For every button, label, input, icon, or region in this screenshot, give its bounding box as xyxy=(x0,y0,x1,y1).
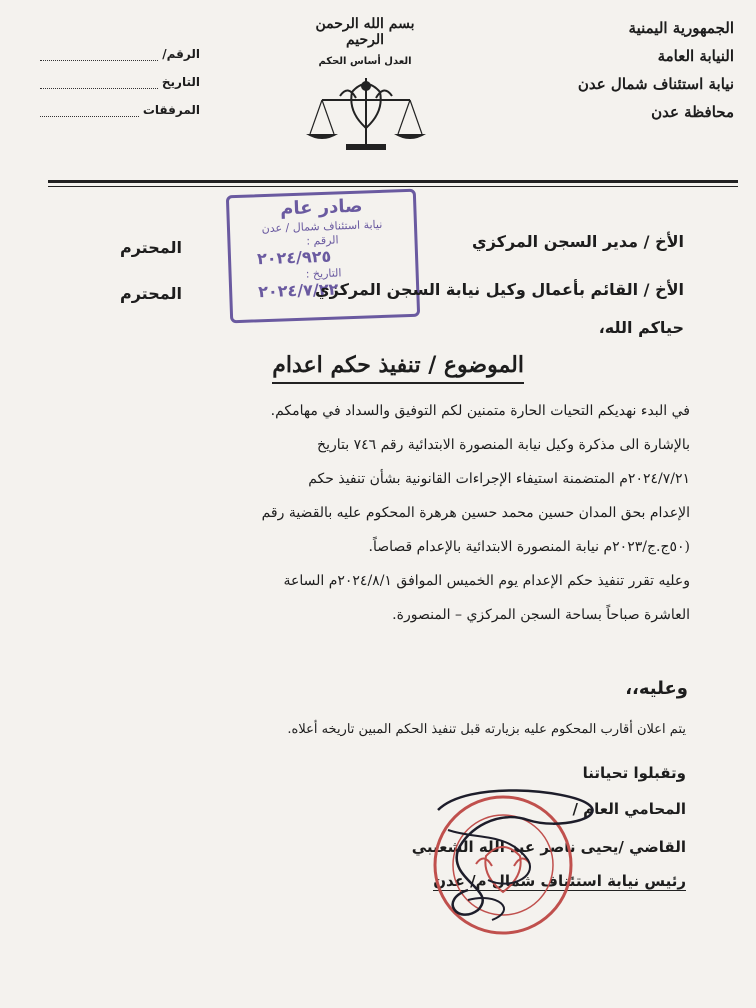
header-divider-thin xyxy=(48,186,738,187)
ref-date-label: التاريخ xyxy=(161,75,200,89)
motto: العدل أساس الحكم xyxy=(318,56,412,67)
closing-line: وتقبلوا تحياتنا xyxy=(582,764,686,782)
issuer-block xyxy=(494,14,734,126)
addressee-2-honorific: المحترم xyxy=(120,284,182,303)
stamp-title: صادر عام xyxy=(279,195,363,220)
signatory-position: رئيس نيابة استئناف شمال م/ عدن xyxy=(433,872,686,890)
issuer-authority: النيابة العامة xyxy=(657,47,734,65)
body-line: العاشرة صباحاً بساحة السجن المركزي – المنصورة. xyxy=(392,607,690,623)
signatory-title: المحامي العام / xyxy=(572,800,686,818)
stamp-office: نيابة استئناف شمال / عدن xyxy=(261,217,383,236)
reference-block xyxy=(40,40,200,124)
conclusion: وعليه،، xyxy=(625,678,688,699)
header-divider-thick xyxy=(48,180,738,183)
body-line: في البدء نهديكم التحيات الحارة متمنين لكم التوفيق والسداد في مهامكم. xyxy=(270,403,690,419)
body-line: (٥٠ج.ج/٢٠٢٣م نيابة المنصورة الابتدائية بالإعدام قصاصاً. xyxy=(368,539,690,555)
body-line: الإعدام بحق المدان حسين محمد حسين هرهرة المحكوم عليه بالقضية رقم xyxy=(261,505,690,521)
body-line: بالإشارة الى مذكرة وكيل نيابة المنصورة الابتدائية رقم ٧٤٦ بتاريخ xyxy=(317,437,690,453)
letter-body xyxy=(30,394,690,632)
body-line: ٢٠٢٤/٧/٢١م المتضمنة استيفاء الإجراءات القانونية بشأن تنفيذ حكم xyxy=(308,471,690,487)
signatory-name: القاضي /يحيى ناصر عبد الله الشعيبي xyxy=(411,838,686,856)
stamp-date: ٢٠٢٤/٧/٢٢ xyxy=(257,279,339,302)
ref-attachments-label: المرفقات xyxy=(142,103,200,117)
handwritten-signature xyxy=(408,770,608,930)
addressee-2: الأخ / القائم بأعمال وكيل نيابة السجن المركزي xyxy=(314,280,684,299)
outgoing-registry-stamp xyxy=(226,189,420,324)
final-instruction: يتم اعلان أقارب المحكوم عليه بزيارته قبل تنفيذ الحكم المبين تاريخه أعلاه. xyxy=(287,722,686,737)
stamp-date-label: التاريخ : xyxy=(305,266,342,281)
issuer-office: نيابة استئناف شمال عدن xyxy=(577,75,734,93)
stamp-number: ٢٠٢٤/٩٢٥ xyxy=(256,246,332,269)
addressee-1: الأخ / مدير السجن المركزي xyxy=(472,232,684,251)
body-line: وعليه تقرر تنفيذ حكم الإعدام يوم الخميس الموافق ٢٠٢٤/٨/١م الساعة xyxy=(283,573,690,589)
stamp-number-label: الرقم : xyxy=(306,233,339,248)
addressee-1-honorific: المحترم xyxy=(120,238,182,257)
subject-line: الموضوع / تنفيذ حكم اعدام xyxy=(272,352,524,384)
basmala: بسم الله الرحمن الرحيم xyxy=(315,16,415,48)
greeting: حياكم الله، xyxy=(598,318,684,337)
ref-number-label: الرقم/ xyxy=(162,47,200,61)
issuer-governorate: محافظة عدن xyxy=(651,103,734,121)
issuer-country: الجمهورية اليمنية xyxy=(628,19,734,37)
justice-scales-emblem-icon xyxy=(296,16,436,156)
